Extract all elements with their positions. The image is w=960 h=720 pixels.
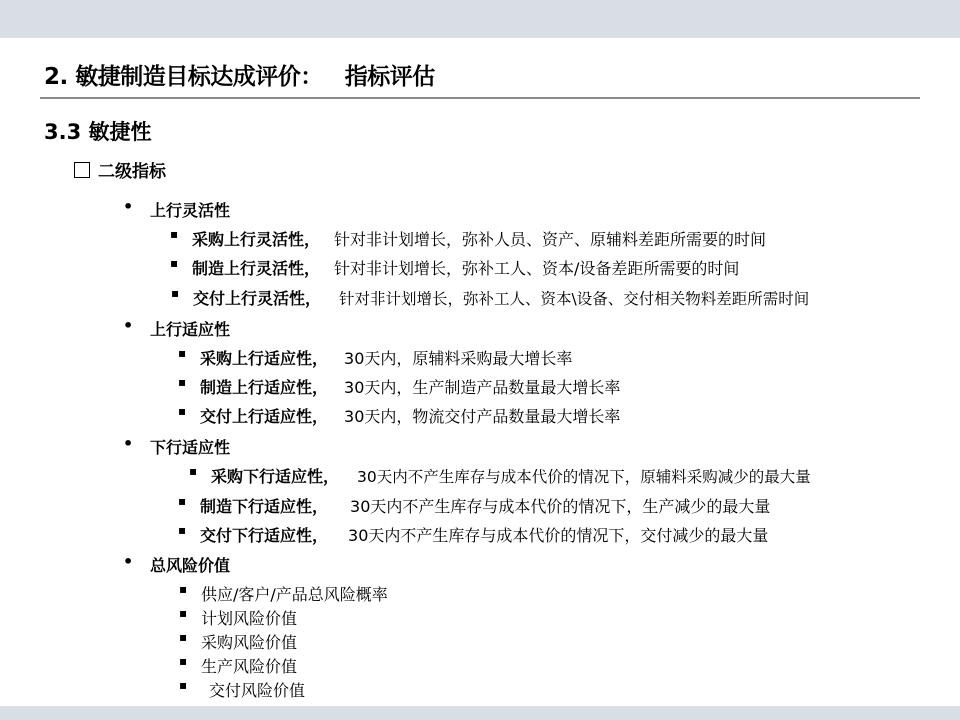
group-heading — [123, 434, 231, 458]
square-bullet-icon: ▪ — [179, 606, 188, 620]
list-item — [171, 286, 810, 309]
list-item — [179, 606, 298, 629]
bullet-icon: • — [123, 316, 134, 335]
item-desc: 供应/客户/产品总风险概率 — [201, 585, 388, 604]
square-bullet-icon: ▪ — [178, 346, 187, 360]
square-bullet-icon: ▪ — [189, 464, 198, 478]
list-item — [178, 404, 621, 427]
group-label: 总风险价值 — [150, 556, 231, 575]
square-bullet-icon: ▪ — [170, 256, 179, 270]
item-term: 交付下行适应性， — [200, 526, 329, 545]
group-heading — [123, 197, 231, 221]
square-bullet-icon: ▪ — [170, 227, 179, 241]
item-term: 采购下行适应性， — [211, 467, 340, 486]
item-desc: 30天内不产生库存与成本代价的情况下，生产减少的最大量 — [350, 497, 771, 516]
item-desc: 30天内，物流交付产品数量最大增长率 — [344, 407, 621, 426]
item-desc: 针对非计划增长，弥补人员、资产、原辅料差距所需要的时间 — [334, 230, 767, 249]
square-bullet-icon: ▪ — [179, 582, 188, 596]
title-sub: 指标评估 — [344, 64, 435, 90]
square-bullet-icon: ▪ — [178, 404, 187, 418]
item-desc: 生产风险价值 — [201, 657, 298, 676]
item-desc: 30天内，原辅料采购最大增长率 — [344, 349, 573, 368]
top-band — [0, 0, 960, 38]
title-main: 2. 敏捷制造目标达成评价： — [44, 64, 323, 90]
group-label: 上行适应性 — [150, 320, 231, 339]
list-item — [170, 256, 740, 279]
item-desc: 针对非计划增长，弥补工人、资本\设备、交付相关物料差距所需时间 — [339, 290, 810, 308]
item-desc: 计划风险价值 — [201, 609, 298, 628]
list-item — [179, 630, 298, 653]
item-desc: 采购风险价值 — [201, 633, 298, 652]
list-item — [179, 678, 306, 701]
list-item — [178, 346, 573, 369]
bullet-icon: • — [123, 434, 134, 453]
square-bullet-icon: ▪ — [179, 654, 188, 668]
item-desc: 30天内，生产制造产品数量最大增长率 — [344, 378, 621, 397]
list-item — [178, 375, 621, 398]
item-desc: 针对非计划增长，弥补工人、资本/设备差距所需要的时间 — [334, 259, 740, 278]
item-term: 采购上行灵活性， — [192, 230, 321, 249]
item-term: 交付上行灵活性， — [193, 289, 322, 308]
item-term: 采购上行适应性， — [200, 349, 329, 368]
list-item — [189, 464, 811, 487]
square-bullet-icon: ▪ — [179, 678, 188, 692]
group-label: 上行灵活性 — [150, 201, 231, 220]
item-term: 制造上行灵活性， — [192, 259, 321, 278]
bullet-icon: • — [123, 197, 134, 216]
item-desc: 30天内不产生库存与成本代价的情况下，原辅料采购减少的最大量 — [357, 468, 811, 486]
section-heading: 3.3 敏捷性 — [44, 120, 152, 144]
group-label: 下行适应性 — [150, 438, 231, 457]
title-divider — [40, 97, 920, 99]
checkbox-icon — [74, 162, 90, 178]
slide-title — [44, 58, 435, 91]
level1-heading — [74, 157, 166, 182]
list-item — [170, 227, 767, 250]
bottom-band — [0, 706, 960, 720]
item-term: 交付上行适应性， — [200, 407, 329, 426]
list-item — [178, 494, 771, 517]
bullet-icon: • — [123, 552, 134, 571]
item-term: 制造上行适应性， — [200, 378, 329, 397]
list-item — [179, 654, 298, 677]
group-heading — [123, 316, 231, 340]
square-bullet-icon: ▪ — [178, 494, 187, 508]
square-bullet-icon: ▪ — [171, 286, 180, 300]
list-item — [178, 523, 769, 546]
square-bullet-icon: ▪ — [178, 375, 187, 389]
square-bullet-icon: ▪ — [178, 523, 187, 537]
level1-label: 二级指标 — [98, 162, 166, 182]
list-item — [179, 582, 388, 605]
square-bullet-icon: ▪ — [179, 630, 188, 644]
item-desc: 30天内不产生库存与成本代价的情况下，交付减少的最大量 — [348, 526, 769, 545]
item-term: 制造下行适应性， — [200, 497, 329, 516]
group-heading — [123, 552, 231, 576]
item-desc: 交付风险价值 — [209, 681, 306, 700]
